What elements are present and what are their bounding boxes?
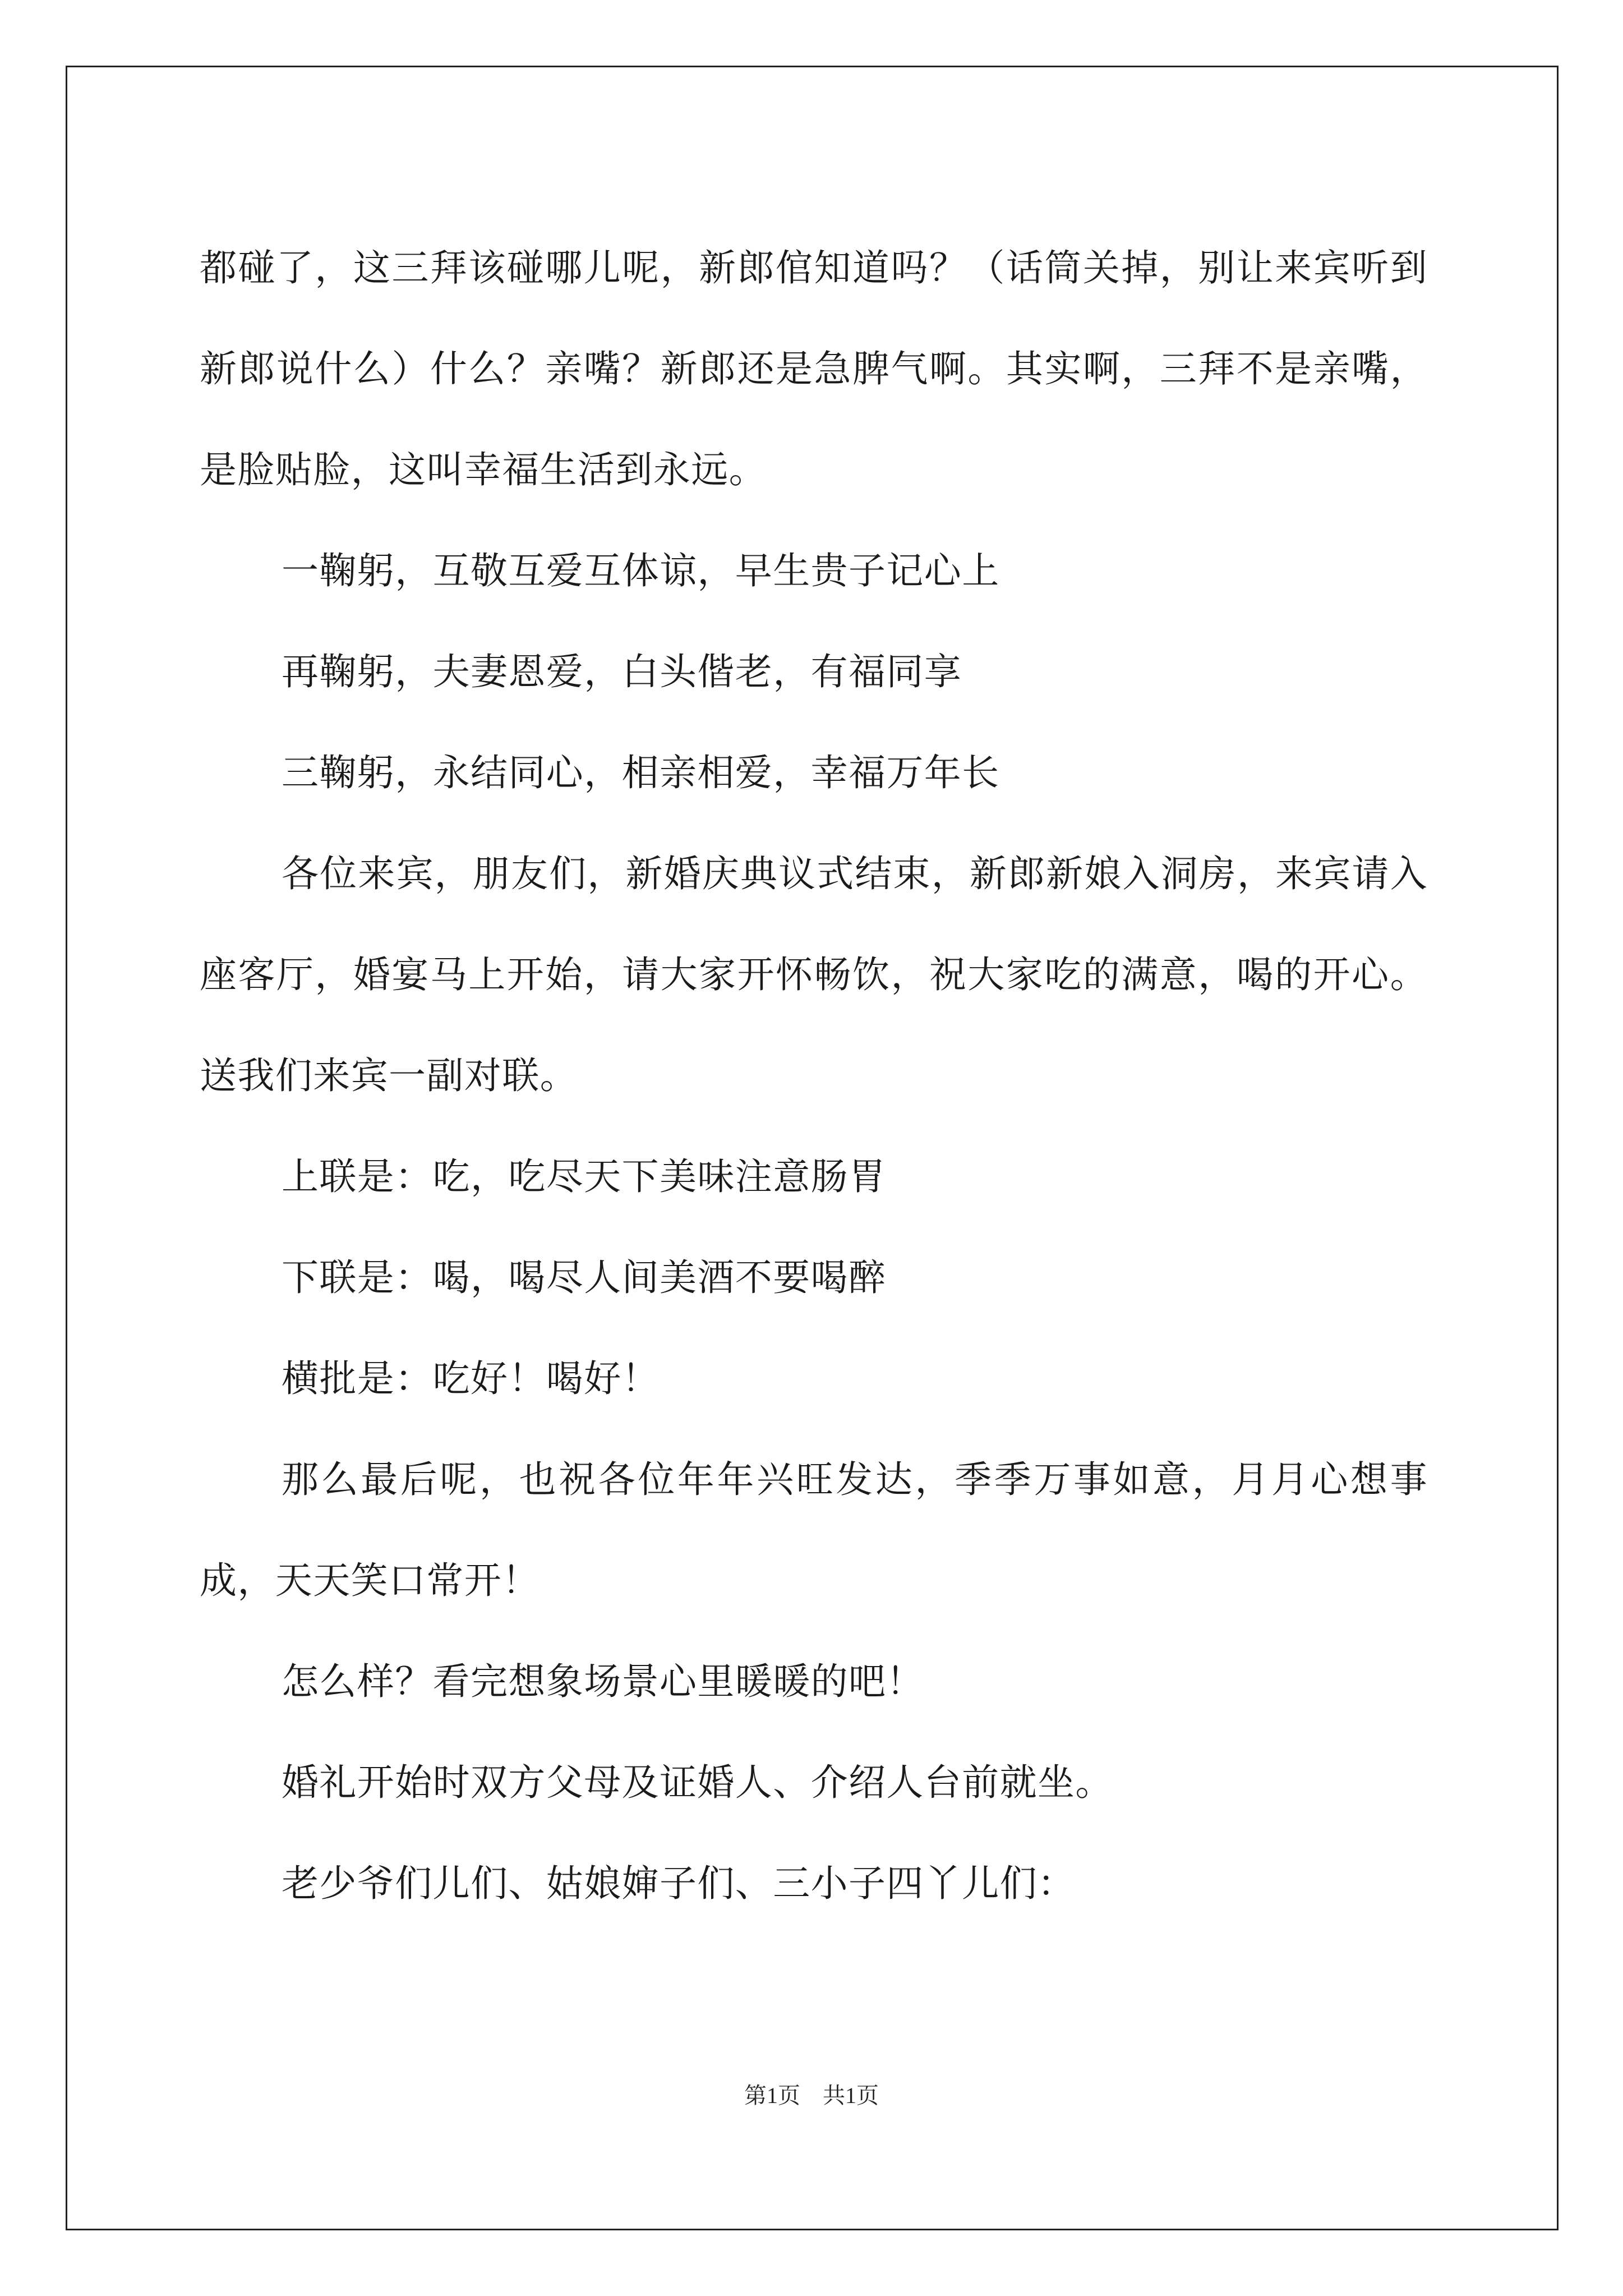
paragraph-12: 老少爷们儿们、姑娘婶子们、三小子四丫儿们：	[282, 1862, 1076, 1905]
paragraph-8: 横批是：吃好！喝好！	[282, 1357, 660, 1400]
paragraph-6: 上联是：吃，吃尽天下美味注意肠胃	[282, 1155, 887, 1198]
paragraph-4: 三鞠躬，永结同心，相亲相爱，幸福万年长	[282, 751, 1000, 794]
document-body	[200, 218, 1428, 1934]
paragraph-11: 婚礼开始时双方父母及证婚人、介绍人台前就坐。	[282, 1761, 1113, 1804]
page-number-footer: 第1页 共1页	[744, 2083, 879, 2108]
paragraph-3: 再鞠躬，夫妻恩爱，白头偕老，有福同享	[282, 650, 962, 693]
paragraph-7: 下联是：喝，喝尽人间美酒不要喝醉	[282, 1256, 887, 1299]
paragraph-1: 都碰了，这三拜该碰哪儿呢，新郎倌知道吗？（话筒关掉，别让来宾听到新郎说什么）什么？亲嘴？新郎还是急脾气啊。其实啊，三拜不是亲嘴，是脸贴脸，这叫幸福生活到永远。	[200, 246, 1428, 491]
paragraph-2: 一鞠躬，互敬互爱互体谅，早生贵子记心上	[282, 549, 1000, 592]
paragraph-9: 那么最后呢，也祝各位年年兴旺发达，季季万事如意，月月心想事成，天天笑口常开！	[200, 1458, 1428, 1602]
paragraph-10: 怎么样？看完想象场景心里暖暖的吧！	[282, 1660, 924, 1703]
paragraph-5: 各位来宾，朋友们，新婚庆典议式结束，新郎新娘入洞房，来宾请入座客厅，婚宴马上开始，请大家开怀畅饮，祝大家吃的满意，喝的开心。送我们来宾一副对联。	[200, 852, 1428, 1097]
